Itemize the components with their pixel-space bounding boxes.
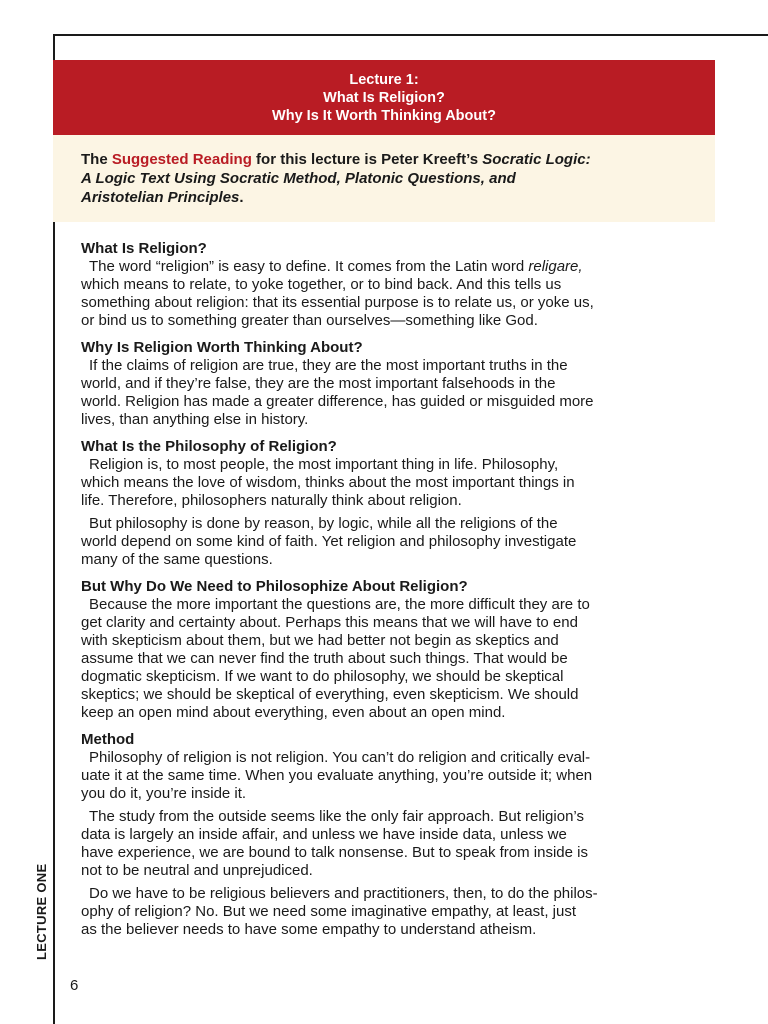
- book-title-part-1: Socratic Logic:: [482, 151, 591, 168]
- paragraph-line: not to be neutral and unprejudiced.: [81, 862, 313, 879]
- paragraph-line: Because the more important the questions are, the more difficult they are to: [89, 596, 590, 613]
- paragraph-line: as the believer needs to have some empathy to understand atheism.: [81, 921, 537, 938]
- body-paragraph: [81, 515, 691, 569]
- paragraph-line: If the claims of religion are true, they are the most important truths in the: [89, 357, 568, 374]
- paragraph-line: which means to relate, to yoke together, or to bind back. And this tells us: [81, 276, 562, 293]
- section-heading: Method: [81, 731, 135, 748]
- paragraph-line: you do it, you’re inside it.: [81, 785, 247, 802]
- paragraph-line: The study from the outside seems like the only fair approach. But religion’s: [89, 808, 584, 825]
- paragraph-line: or bind us to something greater than ourselves—something like God.: [81, 312, 538, 329]
- paragraph-line: assume that we can never find the truth about such things. That would be: [81, 650, 568, 667]
- body-paragraph: [81, 749, 691, 803]
- side-label: LECTURE ONE: [34, 863, 49, 960]
- paragraph-line: Religion is, to most people, the most important thing in life. Philosophy,: [89, 456, 559, 473]
- paragraph-line: world depend on some kind of faith. Yet religion and philosophy investigate: [81, 533, 577, 550]
- section-heading: But Why Do We Need to Philosophize About Religion?: [81, 578, 468, 595]
- paragraph-line: ophy of religion? No. But we need some imaginative empathy, at least, just: [81, 903, 576, 920]
- body-paragraph: [81, 596, 691, 722]
- paragraph-line: world, and if they’re false, they are the most important falsehoods in the: [81, 375, 556, 392]
- paragraph-line: Philosophy of religion is not religion. You can’t do religion and critically eval-: [89, 749, 591, 766]
- body-paragraph: [81, 258, 691, 330]
- paragraph-line: with skepticism about them, but we had better not begin as skeptics and: [81, 632, 559, 649]
- paragraph-line: keep an open mind about everything, even about an open mind.: [81, 704, 506, 721]
- paragraph-line: life. Therefore, philosophers naturally think about religion.: [81, 492, 462, 509]
- top-rule: [53, 34, 768, 36]
- paragraph-line: data is largely an inside affair, and unless we have inside data, unless we: [81, 826, 567, 843]
- banner-line-3: Why Is It Worth Thinking About?: [272, 107, 496, 124]
- paragraph-line: world. Religion has made a greater difference, has guided or misguided more: [81, 393, 594, 410]
- lecture-body: [81, 240, 691, 939]
- paragraph-line: which means the love of wisdom, thinks about the most important things in: [81, 474, 575, 491]
- reading-mid: for this lecture is Peter Kreeft’s: [251, 151, 483, 168]
- paragraph-line: something about religion: that its essential purpose is to relate us, or yoke us,: [81, 294, 594, 311]
- reading-end: .: [239, 189, 244, 206]
- paragraph-line: get clarity and certainty about. Perhaps this means that we will have to end: [81, 614, 578, 631]
- suggested-reading-highlight: Suggested Reading: [111, 151, 252, 168]
- body-paragraph: [81, 808, 691, 880]
- body-paragraph: [81, 885, 691, 939]
- paragraph-line: dogmatic skepticism. If we want to do philosophy, we should be skeptical: [81, 668, 564, 685]
- paragraph-line: have experience, we are bound to talk nonsense. But to speak from inside is: [81, 844, 588, 861]
- paragraph-line: The word “religion” is easy to define. It comes from the Latin word religare,: [89, 258, 583, 275]
- paragraph-line: many of the same questions.: [81, 551, 273, 568]
- section-heading: Why Is Religion Worth Thinking About?: [81, 339, 363, 356]
- body-paragraph: [81, 456, 691, 510]
- banner-line-2: What Is Religion?: [323, 89, 445, 106]
- book-title-part-3: Aristotelian Principles: [81, 189, 240, 206]
- body-paragraph: [81, 357, 691, 429]
- paragraph-line: Do we have to be religious believers and practitioners, then, to do the philos-: [89, 885, 598, 902]
- section-heading: What Is the Philosophy of Religion?: [81, 438, 337, 455]
- reading-pre: The: [81, 151, 112, 168]
- paragraph-line: But philosophy is done by reason, by logic, while all the religions of the: [89, 515, 558, 532]
- paragraph-line: skeptics; we should be skeptical of everything, even skepticism. We should: [81, 686, 579, 703]
- lecture-banner: [53, 60, 715, 135]
- paragraph-line: uate it at the same time. When you evaluate anything, you’re outside it; when: [81, 767, 593, 784]
- banner-line-1: Lecture 1:: [349, 71, 419, 88]
- book-title-part-2: A Logic Text Using Socratic Method, Platonic Questions, and: [81, 170, 516, 187]
- paragraph-line: lives, than anything else in history.: [81, 411, 309, 428]
- suggested-reading-box: [53, 135, 715, 222]
- section-heading: What Is Religion?: [81, 240, 207, 257]
- page-number: 6: [70, 977, 79, 994]
